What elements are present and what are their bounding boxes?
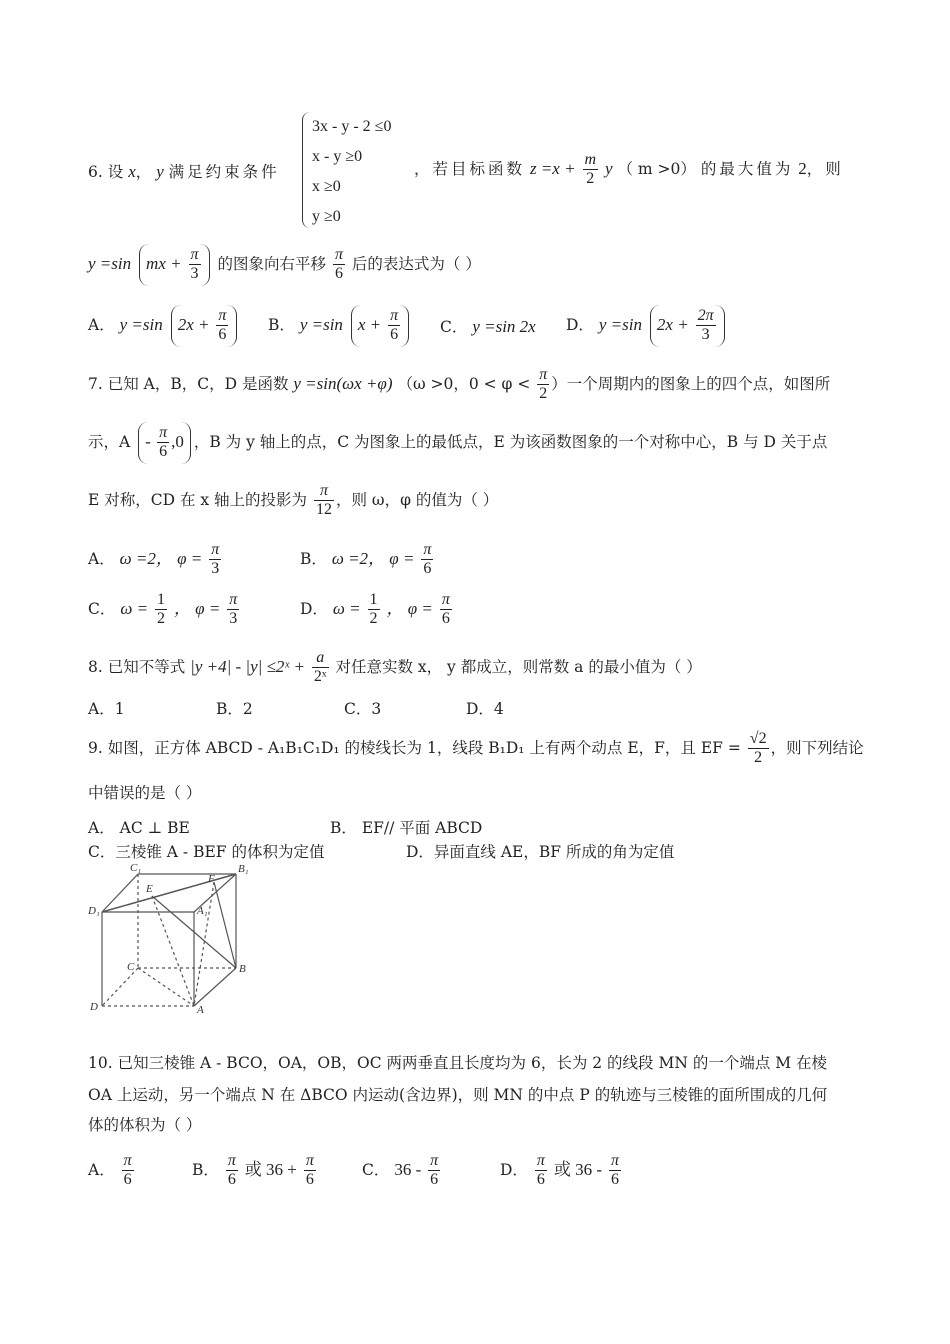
label-F: F: [208, 873, 215, 885]
q10-option-d[interactable]: D． $\frac{\pi}{6}$ 或 36 - $\frac{\pi}{6}$: [500, 1152, 619, 1189]
q8-option-d[interactable]: D．4: [466, 700, 504, 718]
q10-stem-line3: 体的体积为（ ）: [88, 1116, 202, 1134]
label-A: A: [197, 1004, 204, 1016]
q6-stem-line2: y =sin mx + $\frac{\pi}{3}$ 的图象向右平移 $\frac{\pi}{6}$ 后的表达式为（ ）: [88, 244, 481, 286]
q10-option-a[interactable]: A． $\frac{\pi}{6}$: [88, 1152, 132, 1189]
q9-option-d[interactable]: D．异面直线 AE，BF 所成的角为定值: [406, 843, 675, 861]
q9-option-a[interactable]: A． AC ⊥ BE: [88, 819, 190, 837]
label-C: C: [127, 961, 135, 973]
q7-stem-line3: E 对称，CD 在 x 轴上的投影为 $\frac{\pi}{12}$ ，则 ω，φ 的值为（ ）: [88, 482, 499, 519]
q6-option-c[interactable]: C． y =sin 2x: [440, 317, 536, 336]
q7-option-d[interactable]: D． ω = $\frac{1}{2}$ ， φ = $\frac{\pi}{6}$: [300, 591, 450, 628]
q7-stem-line2: 示，A - $\frac{\pi}{6}$ ,0 ，B 为 y 轴上的点，C 为图象上的最低点，E 为该函数图象的一个对称中心，B 与 D 关于点: [88, 422, 827, 464]
q9-stem-line1: 9. 如图，正方体 ABCD - A₁B₁C₁D₁ 的棱线长为 1，线段 B₁D₁ 上有两个动点 E，F，且 EF = $\frac{√2}{2}$ ，则下列结论: [88, 730, 864, 767]
q10-option-c[interactable]: C． 36 - $\frac{\pi}{6}$: [362, 1152, 439, 1189]
label-D: D: [90, 1001, 98, 1013]
label-E: E: [146, 883, 153, 895]
q9-option-b[interactable]: B． EF// 平面 ABCD: [330, 819, 483, 837]
constraint-brace: [302, 112, 311, 228]
constraint-1: 3x - y - 2 ≤0: [312, 118, 392, 135]
q6-stem-line1: 6. 设 x， y 满足约束条件: [88, 162, 280, 181]
label-D1: D₁: [88, 905, 100, 917]
label-B: B: [239, 963, 246, 975]
q9-option-c[interactable]: C．三棱锥 A - BEF 的体积为定值: [88, 843, 325, 861]
constraint-3: x ≥0: [312, 178, 341, 195]
q7-stem-line1: 7. 已知 A，B，C，D 是函数 y =sin(ωx +φ) （ω >0，0 < φ < $\frac{\pi}{2}$ ）一个周期内的图象上的四个点，如图所: [88, 366, 831, 403]
constraint-4: y ≥0: [312, 208, 341, 225]
label-B1: B₁: [238, 863, 249, 875]
label-A1: A₁: [197, 905, 208, 917]
q6-option-d[interactable]: D． y =sin 2x + $\frac{2\pi}{3}$: [566, 305, 728, 347]
q8-option-c[interactable]: C．3: [344, 700, 382, 718]
q7-option-b[interactable]: B． ω =2， φ = $\frac{\pi}{6}$: [300, 541, 432, 578]
q9-stem-line2: 中错误的是（ ）: [88, 784, 202, 802]
m-over-2: $\frac{m}{2}$: [584, 151, 597, 188]
q10-stem-line2: OA 上运动，另一个端点 N 在 ΔBCO 内运动(含边界)，则 MN 的中点 P 的轨迹与三棱锥的面所围成的几何: [88, 1086, 828, 1104]
q6-option-a[interactable]: A． y =sin 2x + $\frac{\pi}{6}$: [88, 305, 240, 347]
q7-option-a[interactable]: A． ω =2， φ = $\frac{\pi}{3}$: [88, 541, 220, 578]
constraint-system: [312, 112, 391, 232]
q8-option-b[interactable]: B．2: [216, 700, 253, 718]
q8-option-a[interactable]: A．1: [88, 700, 125, 718]
label-C1: C₁: [130, 862, 142, 874]
q8-stem: 8. 已知不等式 |y +4| - |y| ≤2ˣ + $\frac{a}{\text{2ˣ}}$ 对任意实数 x， y 都成立，则常数 a 的最小值为（ ）: [88, 649, 702, 686]
q6-stem-line1-right: ，若目标函数 z =x + $\frac{m}{2}$ y （ m >0） 的最大值为 2，则: [414, 151, 844, 188]
q10-stem-line1: 10. 已知三棱锥 A - BCO，OA，OB，OC 两两垂直且长度均为 6，长为 2 的线段 MN 的一个端点 M 在棱: [88, 1054, 828, 1072]
q6-option-b[interactable]: B． y =sin x + $\frac{\pi}{6}$: [268, 305, 412, 347]
q10-option-b[interactable]: B． $\frac{\pi}{6}$ 或 36 + $\frac{\pi}{6}$: [192, 1152, 314, 1189]
constraint-2: x - y ≥0: [312, 148, 363, 165]
q7-option-c[interactable]: C． ω = $\frac{1}{2}$ ， φ = $\frac{\pi}{3}$: [88, 591, 238, 628]
cube-figure: [86, 858, 276, 1018]
